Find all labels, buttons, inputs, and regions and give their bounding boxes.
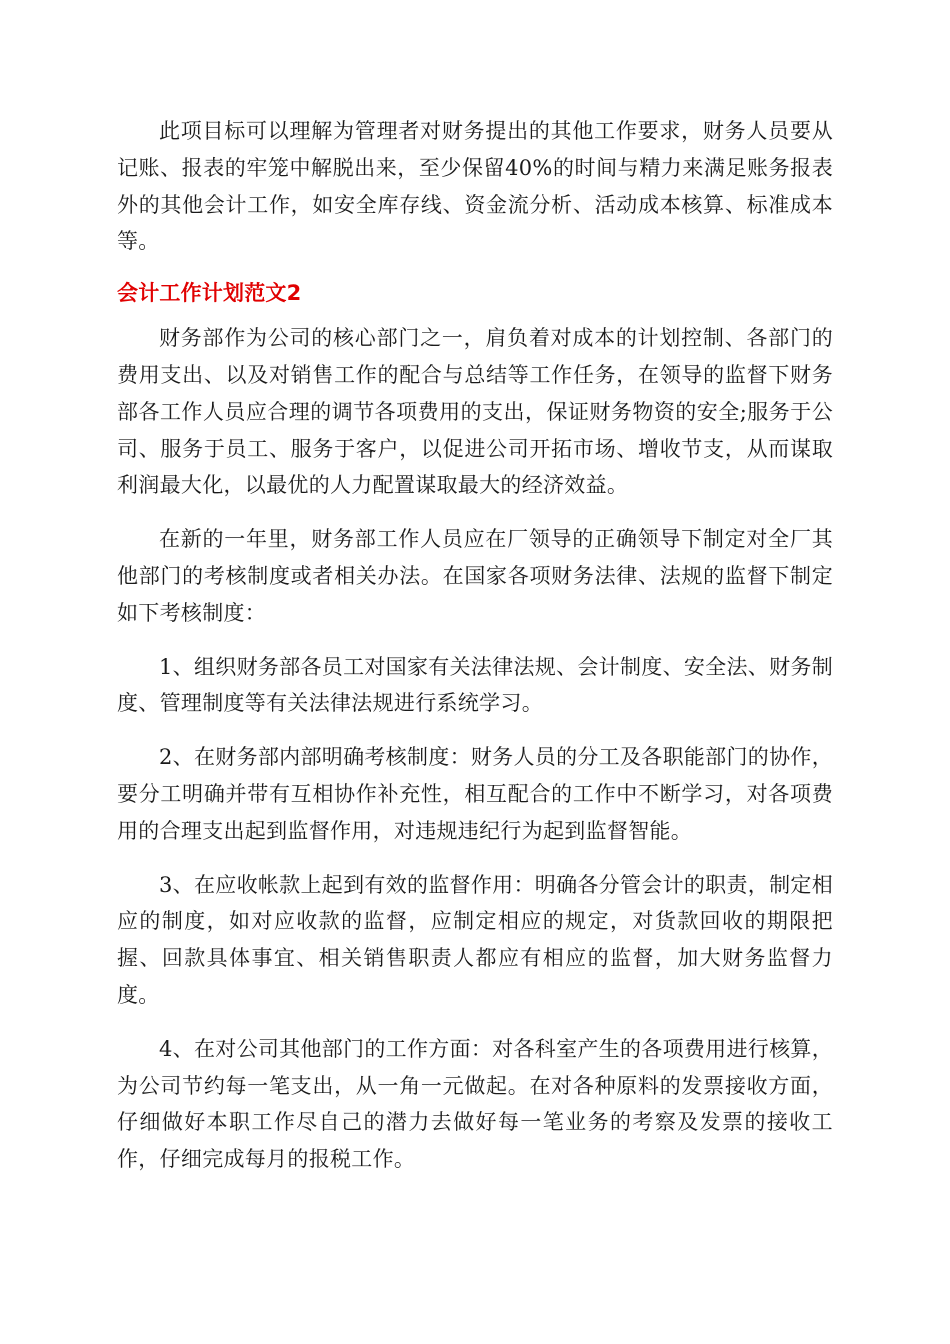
- document-page: [117, 113, 833, 1178]
- paragraph-item-2: 2、在财务部内部明确考核制度：财务人员的分工及各职能部门的协作，要分工明确并带有互相协作补充性，相互配合的工作中不断学习，对各项费用的合理支出起到监督作用，对违规违纪行为起到监督智能。: [117, 745, 833, 843]
- paragraph-item-3: 3、在应收帐款上起到有效的监督作用：明确各分管会计的职责，制定相应的制度，如对应收款的监督，应制定相应的规定，对货款回收的期限把握、回款具体事宜、相关销售职责人都应有相应的监督，加大财务监督力度。: [117, 872, 833, 1007]
- paragraph-item-1: 1、组织财务部各员工对国家有关法律法规、会计制度、安全法、财务制度、管理制度等有关法律法规进行系统学习。: [117, 654, 833, 716]
- section-heading: 会计工作计划范文2: [117, 281, 302, 306]
- paragraph-overview: 财务部作为公司的核心部门之一，肩负着对成本的计划控制、各部门的费用支出、以及对销售工作的配合与总结等工作任务，在领导的监督下财务部各工作人员应合理的调节各项费用的支出，保证财务物资的安全;服务于公司、服务于员工、服务于客户，以促进公司开拓市场、增收节支，从而谋取利润最大化，以最优的人力配置谋取最大的经济效益。: [117, 326, 833, 498]
- paragraph-new-year: 在新的一年里，财务部工作人员应在厂领导的正确领导下制定对全厂其他部门的考核制度或者相关办法。在国家各项财务法律、法规的监督下制定如下考核制度：: [117, 527, 833, 625]
- paragraph-item-4: 4、在对公司其他部门的工作方面：对各科室产生的各项费用进行核算，为公司节约每一笔支出，从一角一元做起。在对各种原料的发票接收方面，仔细做好本职工作尽自己的潜力去做好每一笔业务的考察及发票的接收工作，仔细完成每月的报税工作。: [117, 1036, 833, 1172]
- intro-paragraph: 此项目标可以理解为管理者对财务提出的其他工作要求，财务人员要从记账、报表的牢笼中解脱出来，至少保留40%的时间与精力来满足账务报表外的其他会计工作，如安全库存线、资金流分析、活动成本核算、标准成本等。: [117, 119, 833, 254]
